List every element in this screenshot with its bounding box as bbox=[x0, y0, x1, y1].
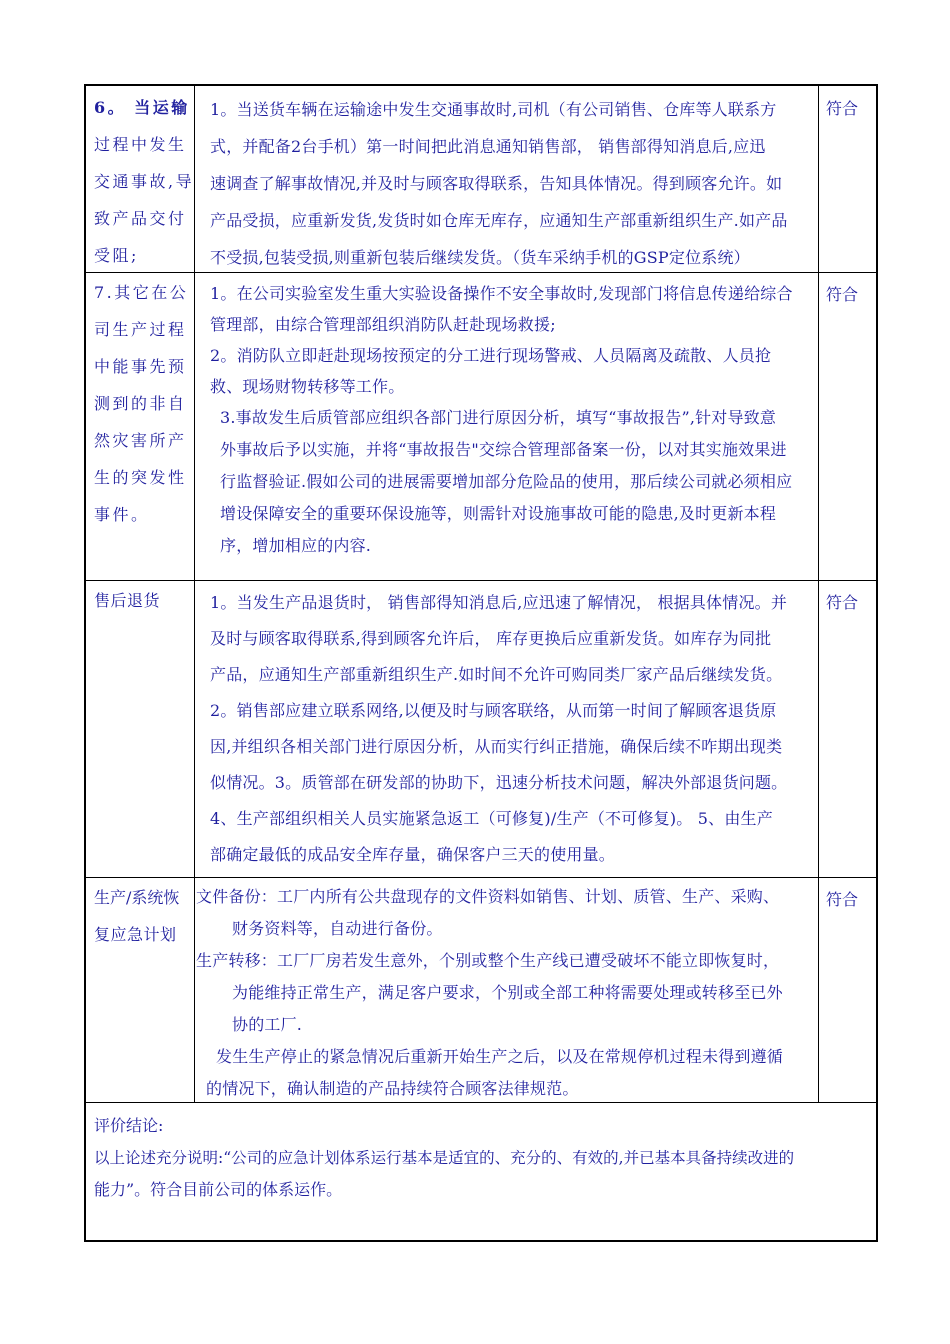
column-divider-2 bbox=[818, 86, 819, 1102]
row-divider-2 bbox=[86, 580, 876, 581]
row-4-content-line: 生产转移：工厂厂房若发生意外，个别或整个生产线已遭受破坏不能立即恢复时， bbox=[196, 951, 780, 970]
row-divider-3 bbox=[86, 877, 876, 878]
row-2-content-line: 序，增加相应的内容. bbox=[220, 536, 372, 555]
row-4-content bbox=[196, 881, 812, 1105]
row-1-title-line: 6。 当运输 bbox=[94, 98, 190, 117]
row-2-title bbox=[94, 274, 190, 533]
row-1-content-line: 不受损,包装受损,则重新包装后继续发货。（货车采纳手机的GSP定位系统） bbox=[210, 248, 750, 267]
row-3-content-line: 部确定最低的成品安全库存量，确保客户三天的使用量。 bbox=[210, 845, 616, 864]
row-2-title-line: 司生产过程 bbox=[94, 320, 187, 339]
row-2-content-line: 救、现场财物转移等工作。 bbox=[210, 377, 405, 396]
row-2-result: 符合 bbox=[826, 285, 859, 304]
row-1-title-line: 过程中发生 bbox=[94, 135, 187, 154]
row-3-content-line: 1。当发生产品退货时， 销售部得知消息后,应迅速了解情况， 根据具体情况。并 bbox=[210, 593, 788, 612]
row-4-title-line: 复应急计划 bbox=[94, 925, 177, 944]
column-divider-1 bbox=[194, 86, 195, 1102]
row-1-title bbox=[94, 89, 195, 274]
row-2-title-line: 7.其它在公 bbox=[94, 283, 189, 302]
row-4-result: 符合 bbox=[826, 890, 859, 909]
conclusion-text-line-1: 以上论述充分说明:“公司的应急计划体系运行基本是适宜的、充分的、有效的,并已基本具备持续改进的 bbox=[94, 1149, 795, 1167]
conclusion-text-line-2: 能力”。符合目前公司的体系运作。 bbox=[94, 1180, 343, 1199]
row-1-title-line: 受阻; bbox=[94, 246, 139, 265]
row-3-title bbox=[94, 582, 190, 619]
evaluation-table bbox=[84, 84, 878, 1242]
row-2-title-line: 测到的非自 bbox=[94, 394, 187, 413]
row-2-title-line: 然灾害所产 bbox=[94, 431, 187, 450]
row-2-title-line: 事件。 bbox=[94, 505, 150, 524]
row-2-title-line: 生的突发性 bbox=[94, 468, 187, 487]
row-2-content-line: 行监督验证.假如公司的进展需要增加部分危险品的使用，那后续公司就必须相应 bbox=[220, 472, 793, 491]
row-4-content-line: 为能维持正常生产，满足客户要求，个别或全部工种将需要处理或转移至已外 bbox=[232, 983, 783, 1002]
row-3-content-line: 2。销售部应建立联系网络,以便及时与顾客联络，从而第一时间了解顾客退货原 bbox=[210, 701, 777, 720]
row-2-title-line: 中能事先预 bbox=[94, 357, 187, 376]
row-1-result: 符合 bbox=[826, 99, 859, 118]
row-1-content-line: 式，并配备2台手机）第一时间把此消息通知销售部， 销售部得知消息后,应迅 bbox=[210, 137, 766, 156]
row-4-content-line: 财务资料等，自动进行备份。 bbox=[232, 919, 443, 938]
row-1-content-line: 产品受损，应重新发货,发货时如仓库无库存，应通知生产部重新组织生产.如产品 bbox=[210, 211, 788, 230]
row-3-content-line: 4、生产部组织相关人员实施紧急返工（可修复)/生产（不可修复)。 5、由生产 bbox=[210, 809, 773, 828]
row-3-title-line: 售后退货 bbox=[94, 591, 161, 610]
evaluation-conclusion bbox=[94, 1110, 874, 1206]
row-1-content-line: 1。当送货车辆在运输途中发生交通事故时,司机（有公司销售、仓库等人联系方 bbox=[210, 100, 777, 119]
row-2-content-line: 2。消防队立即赶赴现场按预定的分工进行现场警戒、人员隔离及疏散、人员抢 bbox=[210, 346, 772, 365]
row-2-content-line: 3.事故发生后质管部应组织各部门进行原因分析，填写“事故报告”,针对导致意 bbox=[220, 408, 777, 427]
row-4-content-line: 协的工厂. bbox=[232, 1015, 303, 1034]
row-2-content-line: 管理部，由综合管理部组织消防队赶赴现场救援; bbox=[210, 315, 556, 334]
row-2-content-line: 增设保障安全的重要环保设施等，则需针对设施事故可能的隐患,及时更新本程 bbox=[220, 504, 777, 523]
row-3-content-line: 产品，应通知生产部重新组织生产.如时间不允许可购同类厂家产品后继续发货。 bbox=[210, 665, 783, 684]
row-1-content-line: 速调查了解事故情况,并及时与顾客取得联系，告知具体情况。得到顾客允许。如 bbox=[210, 174, 783, 193]
conclusion-label: 评价结论: bbox=[94, 1116, 164, 1135]
row-2-content-line: 外事故后予以实施，并将“事故报告"交综合管理部备案一份，以对其实施效果进 bbox=[220, 440, 787, 459]
row-3-content-line: 及时与顾客取得联系,得到顾客允许后， 库存更换后应重新发货。如库存为同批 bbox=[210, 629, 772, 648]
row-3-content-line: 似情况。3。质管部在研发部的协助下，迅速分析技术问题，解决外部退货问题。 bbox=[210, 773, 788, 792]
row-4-content-line: 文件备份：工厂内所有公共盘现存的文件资料如销售、计划、质管、生产、采购、 bbox=[196, 887, 780, 906]
row-4-title bbox=[94, 879, 190, 953]
row-3-content bbox=[200, 585, 816, 873]
row-4-title-line: 生产/系统恢 bbox=[94, 888, 180, 907]
row-1-content bbox=[200, 91, 816, 276]
row-2-content-line: 1。在公司实验室发生重大实验设备操作不安全事故时,发现部门将信息传递给综合 bbox=[210, 284, 793, 303]
row-3-result: 符合 bbox=[826, 593, 859, 612]
row-1-title-line: 致产品交付 bbox=[94, 209, 187, 228]
row-3-content-line: 因,并组织各相关部门进行原因分析，从而实行纠正措施，确保后续不咋期出现类 bbox=[210, 737, 783, 756]
row-4-content-line: 的情况下，确认制造的产品持续符合顾客法律规范。 bbox=[206, 1079, 579, 1098]
row-1-title-line: 交通事故,导 bbox=[94, 172, 195, 191]
row-2-content bbox=[200, 278, 816, 562]
row-4-content-line: 发生生产停止的紧急情况后重新开始生产之后，以及在常规停机过程未得到遵循 bbox=[216, 1047, 784, 1066]
